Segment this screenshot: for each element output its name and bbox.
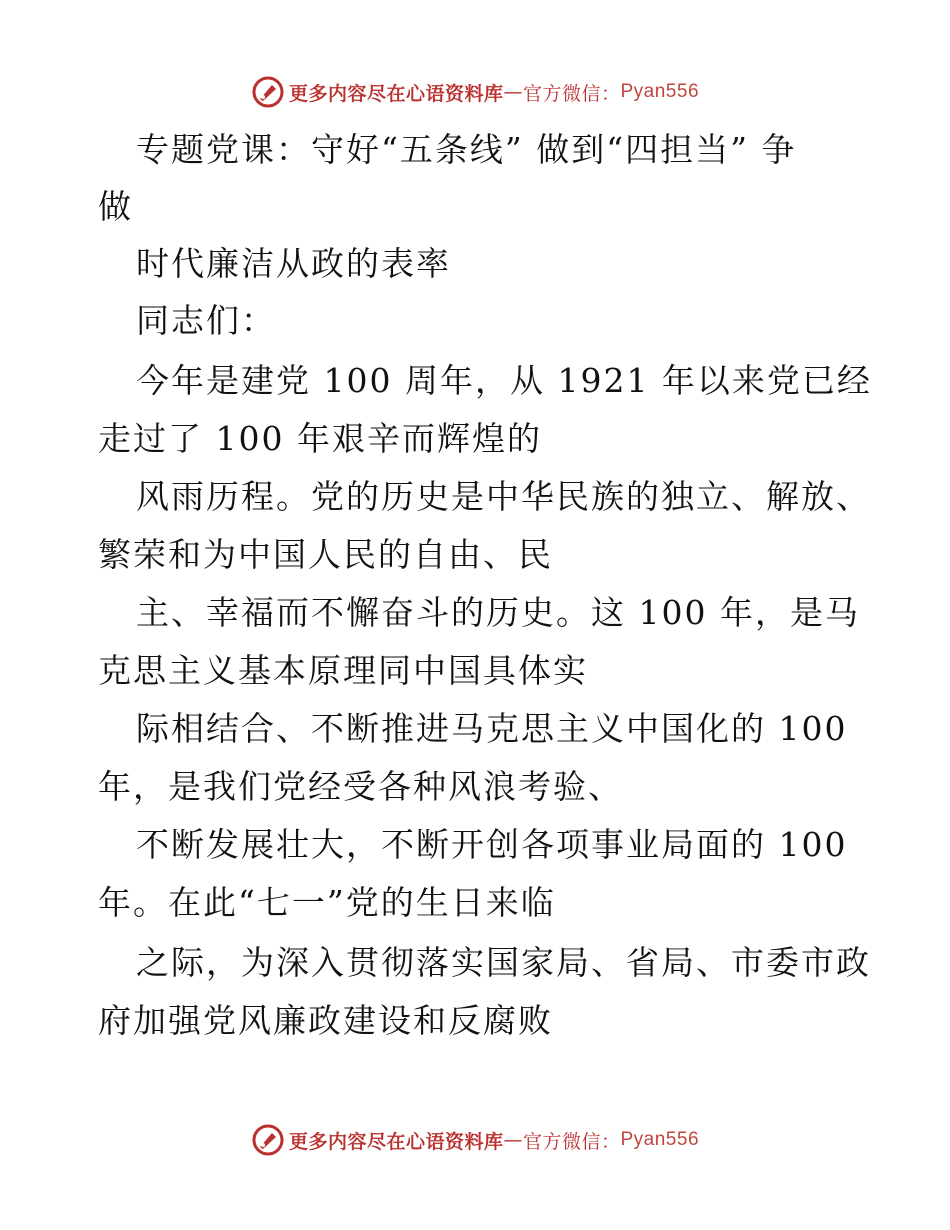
paragraph-line: 风雨历程。党的历史是中华民族的独立、解放、 — [136, 477, 871, 516]
banner-wechat-label: 官方微信： — [522, 1130, 621, 1153]
banner-wechat-handle: Pyan556 — [620, 81, 700, 102]
banner-wechat-label: 官方微信： — [522, 82, 621, 105]
paragraph-line: 克思主义基本原理同中国具体实 — [98, 651, 588, 690]
paragraph-line: 繁荣和为中国人民的自由、民 — [98, 535, 553, 574]
banner-wechat-handle: Pyan556 — [620, 1129, 700, 1150]
footer-banner — [0, 1120, 950, 1160]
salutation: 同志们： — [136, 301, 276, 340]
title-line-2: 做 — [98, 187, 133, 226]
paragraph-line: 际相结合、不断推进马克思主义中国化的 100 — [136, 709, 848, 748]
pen-nib-logo-icon — [251, 75, 285, 109]
paragraph-line: 之际，为深入贯彻落实国家局、省局、市委市政 — [136, 943, 871, 982]
paragraph-line: 主、幸福而不懈奋斗的历史。这 100 年，是马 — [136, 593, 860, 632]
paragraph-line: 年，是我们党经受各种风浪考验、 — [98, 767, 623, 806]
banner-lead-text: 更多内容尽在心语资料库 — [288, 1130, 504, 1153]
banner-dash: — — [503, 81, 523, 103]
paragraph-line: 不断发展壮大，不断开创各项事业局面的 100 — [136, 825, 848, 864]
header-banner — [0, 72, 950, 112]
paragraph-line: 今年是建党 100 周年，从 1921 年以来党已经 — [136, 361, 872, 400]
pen-nib-logo-icon — [251, 1123, 285, 1157]
paragraph-line: 走过了 100 年艰辛而辉煌的 — [98, 419, 542, 458]
title-line-3: 时代廉洁从政的表率 — [136, 244, 451, 283]
title-line-1: 专题党课：守好“五条线” 做到“四担当” 争 — [136, 130, 797, 169]
banner-dash: — — [503, 1129, 523, 1151]
banner-lead-text: 更多内容尽在心语资料库 — [288, 82, 504, 105]
paragraph-line: 年。在此“七一”党的生日来临 — [98, 883, 556, 922]
paragraph-line: 府加强党风廉政建设和反腐败 — [98, 1001, 553, 1040]
